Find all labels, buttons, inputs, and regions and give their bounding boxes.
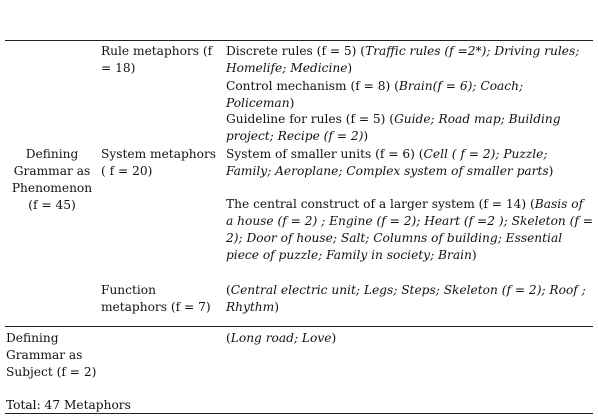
item-function-examples: (Central electric unit; Legs; Steps; Skeleton (f = 2); Roof ; Rhythm) xyxy=(226,283,586,314)
item-central-construct: The central construct of a larger system (f = 14) (Basis of a house (f = 2) ; Engine (f = 2); Heart (f =2 ); Skeleton (f = 2); Door of house; Salt; Columns of building; Essential piece of puzzle; Family in society; Brain) xyxy=(226,197,593,262)
group-system-metaphors: System metaphors ( f = 20) xyxy=(101,147,217,178)
item-discrete-rules: Discrete rules (f = 5) (Traffic rules (f =2*); Driving rules; Homelife; Medicine) xyxy=(226,44,580,75)
total-metaphors: Total: 47 Metaphors xyxy=(6,398,131,412)
category-phenomenon: Defining Grammar as Phenomenon (f = 45) xyxy=(11,147,93,212)
item-subject-examples: (Long road; Love) xyxy=(226,331,337,345)
item-guideline-rules: Guideline for rules (f = 5) (Guide; Road map; Building project; Recipe (f = 2)) xyxy=(226,112,561,143)
group-rule-metaphors: Rule metaphors (f = 18) xyxy=(101,44,213,75)
category-subject: Defining Grammar as Subject (f = 2) xyxy=(6,331,97,379)
item-control-mechanism: Control mechanism (f = 8) (Brain(f = 6); Coach; Policeman) xyxy=(226,79,524,110)
item-system-smaller-units: System of smaller units (f = 6) (Cell ( f = 2); Puzzle; Family; Aeroplane; Complex system of smaller parts) xyxy=(226,147,554,178)
bottom-rule xyxy=(5,413,593,414)
middle-rule xyxy=(5,326,593,327)
top-rule xyxy=(5,40,593,41)
group-function-metaphors: Function metaphors (f = 7) xyxy=(101,283,211,314)
